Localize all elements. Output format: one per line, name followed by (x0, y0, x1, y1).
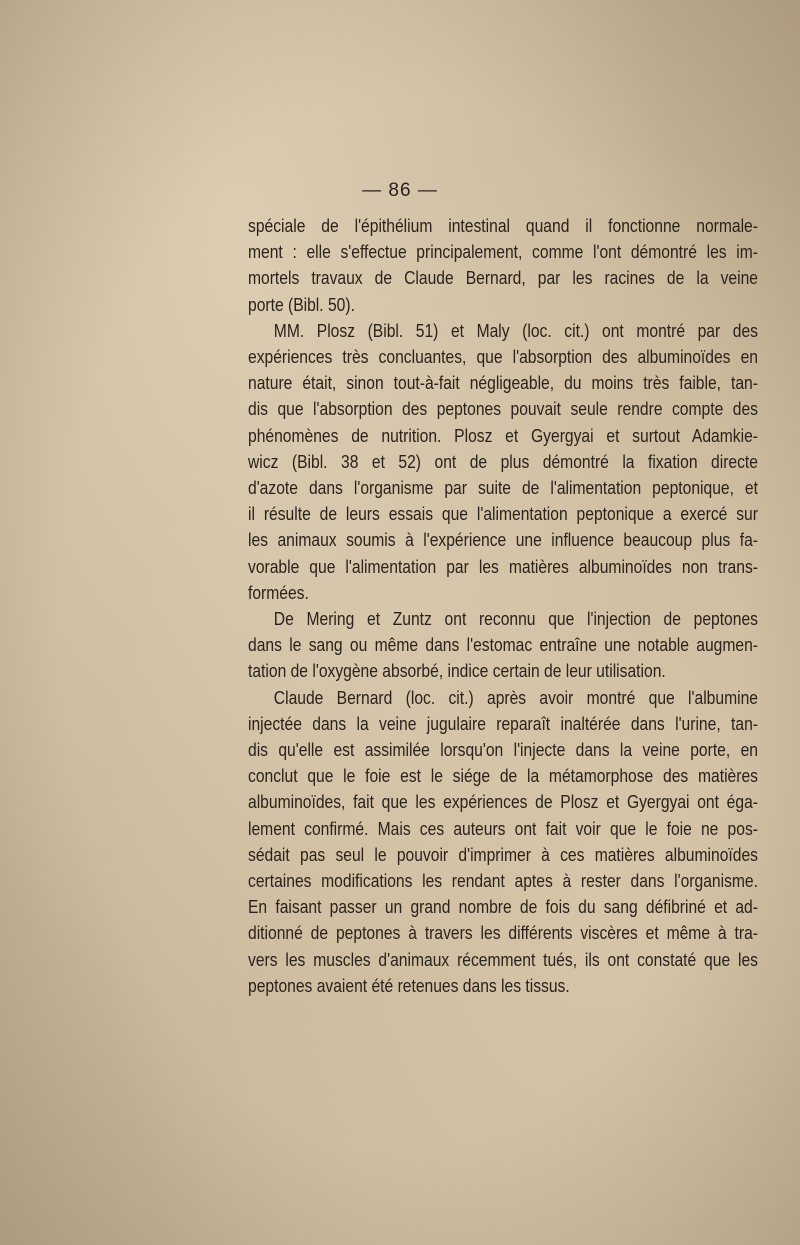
text-line: ditionné de peptones à travers les différents viscères et même à tra- (248, 923, 758, 944)
text-line: De Mering et Zuntz ont reconnu que l'injection de peptones (273, 609, 758, 630)
text-line: mortels travaux de Claude Bernard, par les racines de la veine (248, 268, 758, 289)
text-line: dis que l'absorption des peptones pouvait seule rendre compte des (248, 399, 758, 420)
text-line: nature était, sinon tout-à-fait négligeable, du moins très faible, tan- (248, 373, 758, 394)
text-line: vers les muscles d'animaux récemment tués, ils ont constaté que les (248, 949, 758, 970)
text-line: sédait pas seul le pouvoir d'imprimer à ces matières albuminoïdes (248, 844, 758, 865)
paragraph (248, 318, 758, 606)
body-text (248, 213, 758, 999)
paragraph (248, 606, 758, 685)
text-line: MM. Plosz (Bibl. 51) et Maly (loc. cit.) ont montré par des (273, 320, 758, 341)
text-line: vorable que l'alimentation par les matières albuminoïdes non trans- (248, 556, 758, 577)
text-line: les animaux soumis à l'expérience une influence beaucoup plus fa- (248, 530, 758, 551)
text-line: lement confirmé. Mais ces auteurs ont fait voir que le foie ne pos- (248, 818, 758, 839)
paragraph (248, 685, 758, 999)
text-line: il résulte de leurs essais que l'alimentation peptonique a exercé sur (248, 504, 758, 525)
text-line: injectée dans la veine jugulaire reparaît inaltérée dans l'urine, tan- (248, 713, 758, 734)
text-line: tation de l'oxygène absorbé, indice certain de leur utilisation. (248, 661, 666, 682)
page-number: — 86 — (362, 180, 438, 201)
text-line: porte (Bibl. 50). (248, 294, 355, 315)
text-line: formées. (248, 582, 309, 603)
text-line: albuminoïdes, fait que les expériences de Plosz et Gyergyai ont éga- (248, 792, 758, 813)
text-line: spéciale de l'épithélium intestinal quand il fonctionne normale- (248, 216, 758, 236)
text-line: peptones avaient été retenues dans les tissus. (248, 975, 570, 996)
text-line: expériences très concluantes, que l'absorption des albuminoïdes en (248, 347, 758, 368)
text-line: certaines modifications les rendant aptes à rester dans l'organisme. (248, 871, 758, 892)
text-line: En faisant passer un grand nombre de fois du sang défibriné et ad- (248, 897, 758, 918)
text-line: wicz (Bibl. 38 et 52) ont de plus démontré la fixation directe (248, 451, 758, 472)
text-line: dis qu'elle est assimilée lorsqu'on l'injecte dans la veine porte, en (248, 740, 758, 761)
text-line: dans le sang ou même dans l'estomac entraîne une notable augmen- (248, 635, 758, 656)
text-line: conclut que le foie est le siége de la métamorphose des matières (248, 766, 758, 787)
paragraph (248, 213, 758, 318)
text-line: d'azote dans l'organisme par suite de l'alimentation peptonique, et (248, 478, 758, 499)
text-line: phénomènes de nutrition. Plosz et Gyergyai et surtout Adamkie- (248, 425, 758, 446)
text-line: ment : elle s'effectue principalement, comme l'ont démontré les im- (248, 242, 758, 263)
text-line: Claude Bernard (loc. cit.) après avoir montré que l'albumine (273, 687, 758, 708)
